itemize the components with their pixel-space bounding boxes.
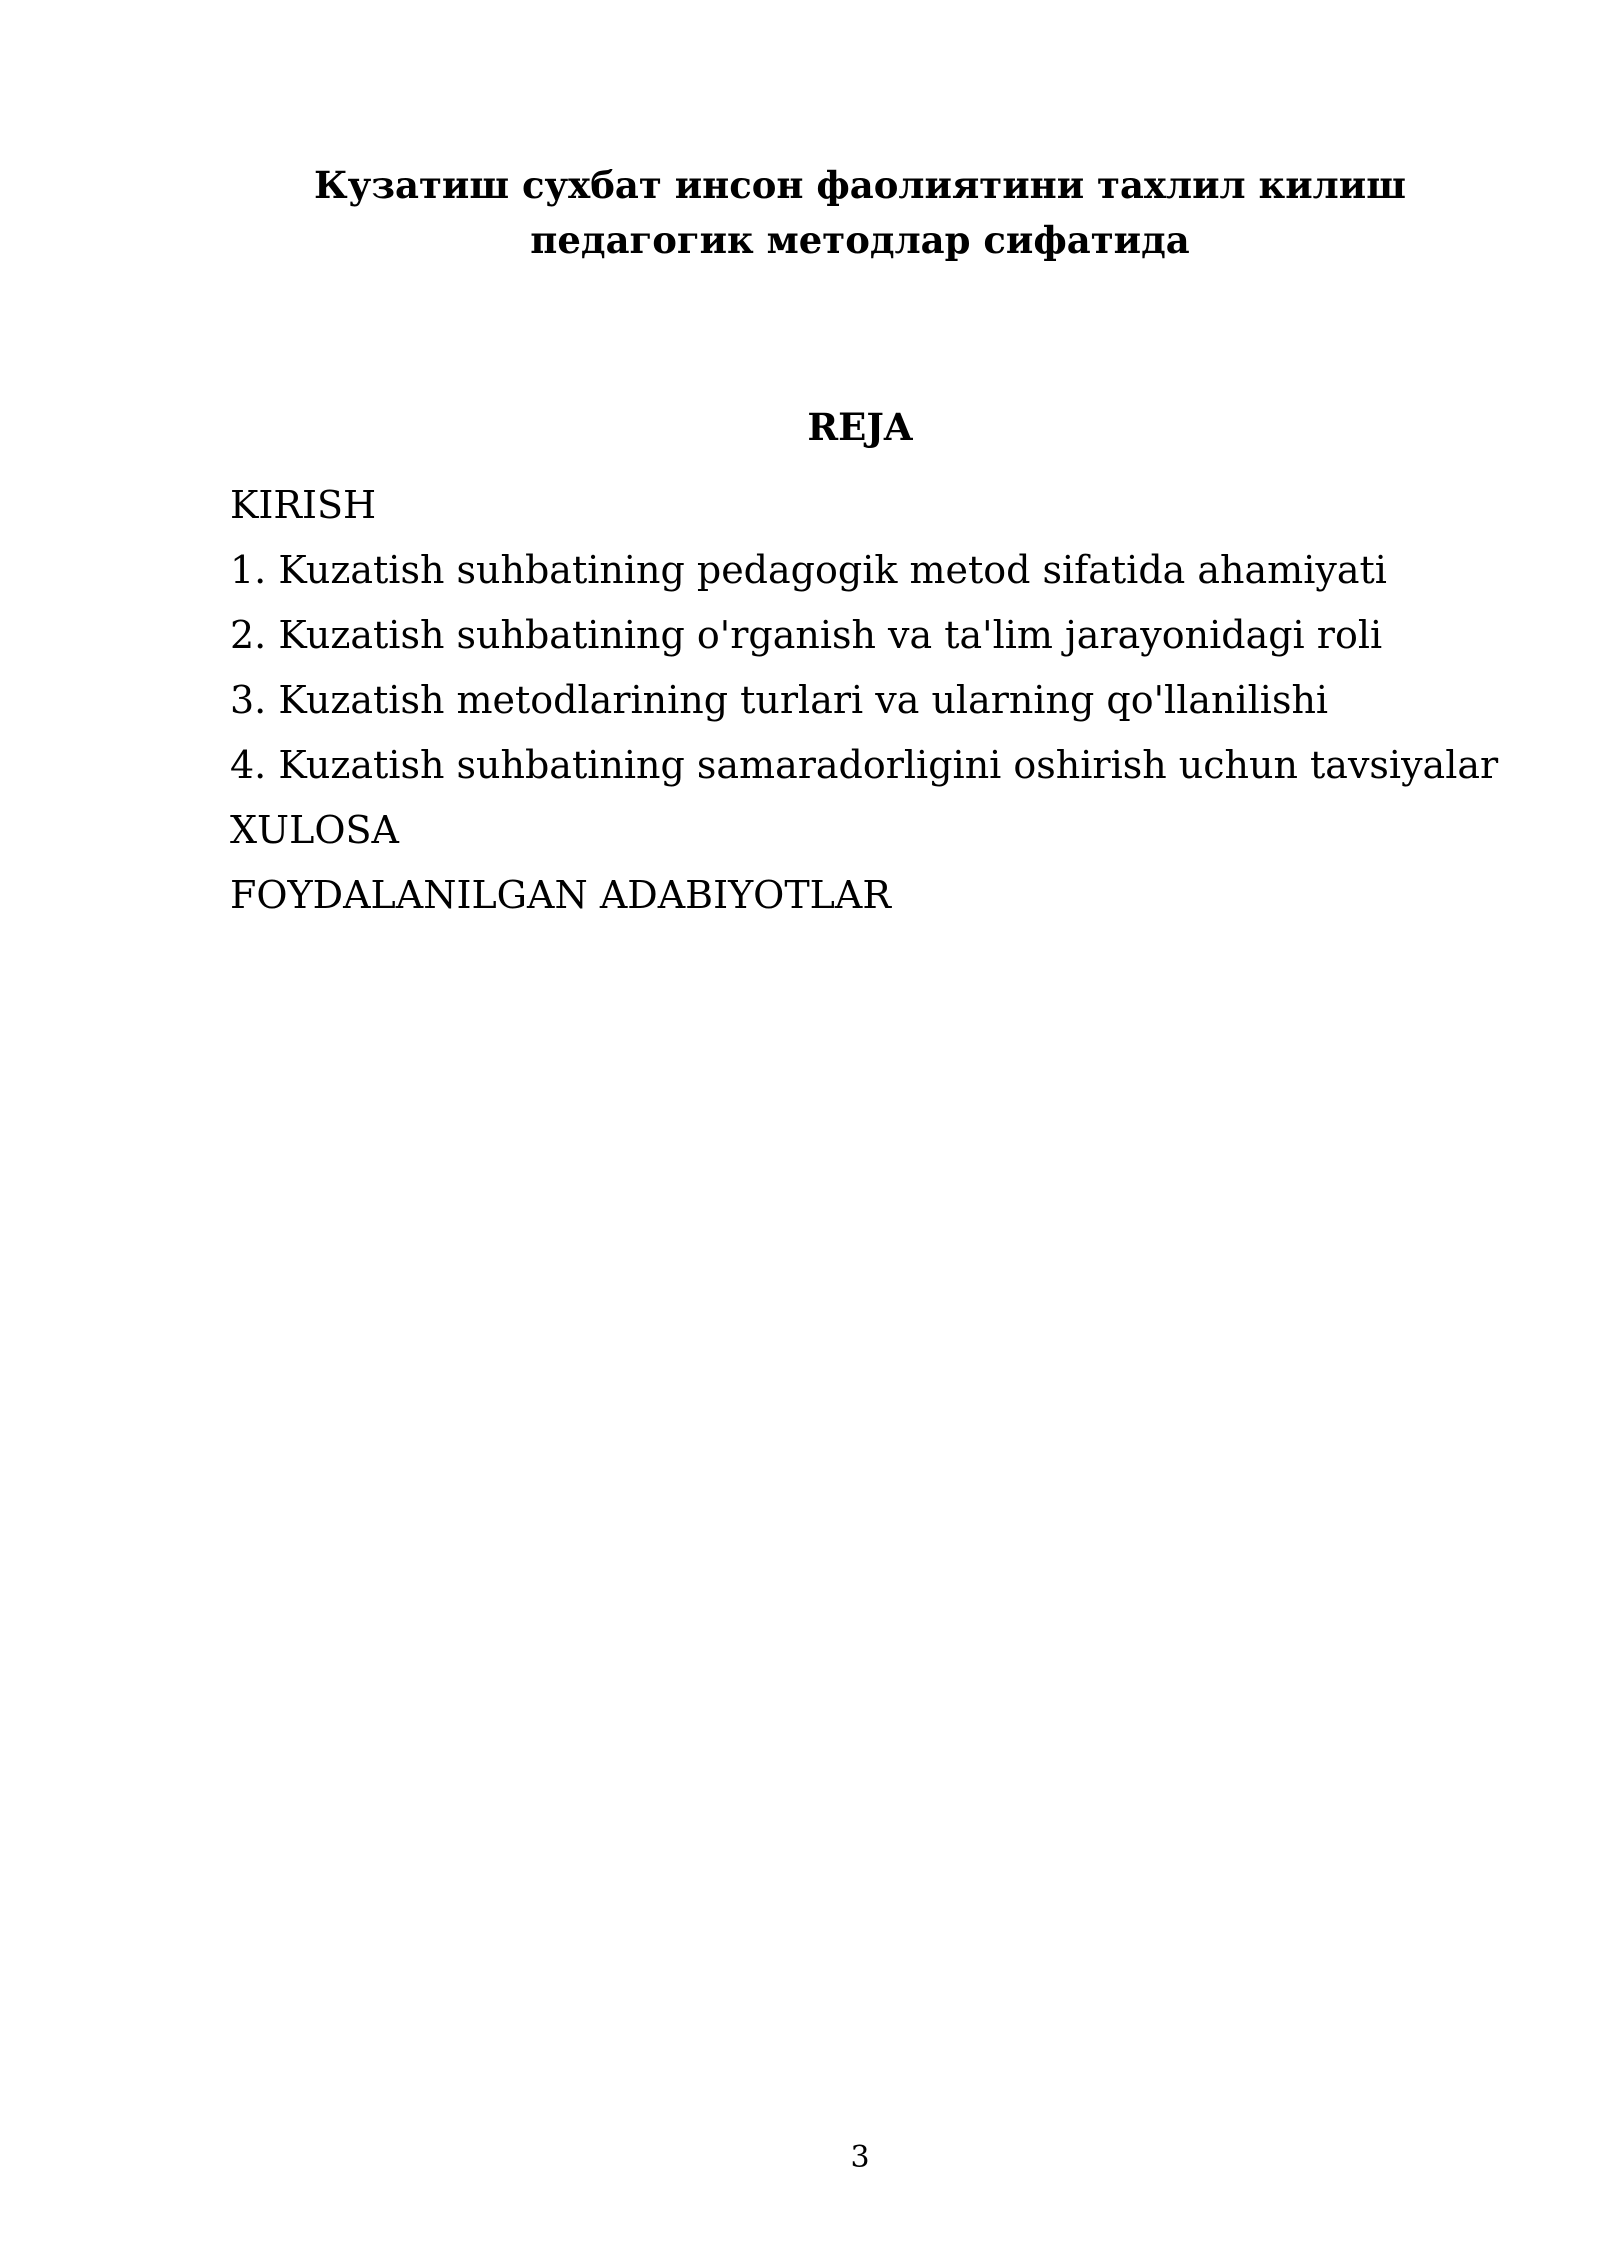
plan-list: [230, 473, 1498, 928]
plan-item-conclusion: XULOSA: [230, 808, 399, 852]
plan-item-4: 4. Kuzatish suhbatining samaradorligini oshirish uchun tavsiyalar: [230, 743, 1499, 787]
plan-item-1: 1. Kuzatish suhbatining pedagogik metod sifatida ahamiyati: [230, 548, 1387, 592]
document-title: [230, 158, 1490, 268]
plan-item-3: 3. Kuzatish metodlarining turlari va ularning qo'llanilishi: [230, 678, 1329, 722]
plan-heading: REJA: [807, 405, 913, 449]
document-title-line-2: педагогик методлар сифатида: [530, 218, 1190, 262]
plan-item-introduction: KIRISH: [230, 483, 377, 527]
plan-item-references: FOYDALANILGAN ADABIYOTLAR: [230, 873, 891, 917]
plan-item-2: 2. Kuzatish suhbatining o'rganish va ta'lim jarayonidagi roli: [230, 613, 1383, 657]
document-title-line-1: Кузатиш сухбат инсон фаолиятини тахлил килиш: [314, 163, 1406, 207]
page-number: 3: [850, 2140, 870, 2175]
